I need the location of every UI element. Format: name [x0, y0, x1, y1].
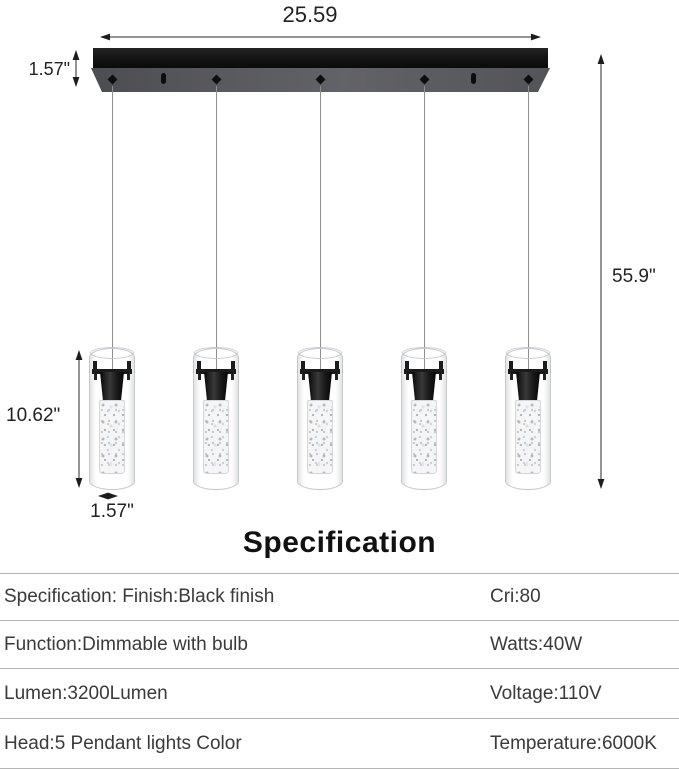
- spec-row-function: [0, 621, 679, 669]
- glass-rim: [402, 347, 446, 359]
- bubble-crystal-rod: [307, 400, 333, 474]
- bracket-foot: [406, 374, 409, 380]
- suspension-wire: [424, 86, 425, 376]
- canopy-top-face: [93, 48, 548, 68]
- bubble-crystal-rod: [515, 400, 541, 474]
- bubble-crystal-rod: [99, 400, 125, 474]
- bracket-foot: [543, 374, 546, 380]
- spec-function-label: Function:Dimmable with bulb: [4, 633, 248, 655]
- suspension-wire: [216, 86, 217, 376]
- lamp-socket: [204, 372, 228, 400]
- bracket-foot: [127, 374, 130, 380]
- overall-height-label: 55.9": [612, 266, 656, 287]
- canopy-keyhole-icon: [161, 73, 166, 84]
- lamp-socket: [412, 372, 436, 400]
- canopy-keyhole-icon: [471, 73, 476, 84]
- bracket-foot: [335, 374, 338, 380]
- bubble-crystal-rod: [203, 400, 229, 474]
- spec-row-finish: [0, 574, 679, 621]
- bracket-foot: [510, 374, 513, 380]
- pendant-height-label: 10.62": [6, 405, 61, 426]
- lamp-socket: [100, 372, 124, 400]
- bracket-foot: [231, 374, 234, 380]
- spec-finish-label: Specification: Finish:Black finish: [4, 586, 275, 607]
- specification-table: [0, 573, 679, 769]
- lamp-socket: [308, 372, 332, 400]
- canopy-height-label: 1.57": [28, 59, 70, 79]
- spec-watts-label: Watts:40W: [490, 633, 583, 655]
- glass-rim: [298, 347, 342, 359]
- bracket-foot: [439, 374, 442, 380]
- pendant-light: [193, 348, 239, 490]
- spec-row-head: [0, 719, 679, 769]
- spec-head-label: Head:5 Pendant lights Color: [4, 732, 242, 754]
- spec-row-lumen: [0, 669, 679, 719]
- glass-rim: [506, 347, 550, 359]
- pendant-light: [401, 348, 447, 490]
- spec-voltage-label: Voltage:110V: [490, 682, 602, 704]
- glass-rim: [194, 347, 238, 359]
- pendant-light: [89, 348, 135, 490]
- bracket-foot: [94, 374, 97, 380]
- suspension-wire: [320, 86, 321, 376]
- specification-title: Specification: [242, 526, 437, 559]
- lamp-socket: [516, 372, 540, 400]
- pendant-width-label: 1.57": [90, 501, 134, 522]
- canopy-width-label: 25.59: [282, 2, 338, 27]
- spec-lumen-label: Lumen:3200Lumen: [4, 682, 168, 704]
- bubble-crystal-rod: [411, 400, 437, 474]
- suspension-wire: [528, 86, 529, 376]
- pendant-light: [505, 348, 551, 490]
- suspension-wire: [112, 86, 113, 376]
- spec-cri-label: Cri:80: [490, 586, 541, 607]
- bracket-foot: [198, 374, 201, 380]
- bracket-foot: [302, 374, 305, 380]
- pendant-light: [297, 348, 343, 490]
- spec-temperature-label: Temperature:6000K: [490, 732, 657, 754]
- glass-rim: [90, 347, 134, 359]
